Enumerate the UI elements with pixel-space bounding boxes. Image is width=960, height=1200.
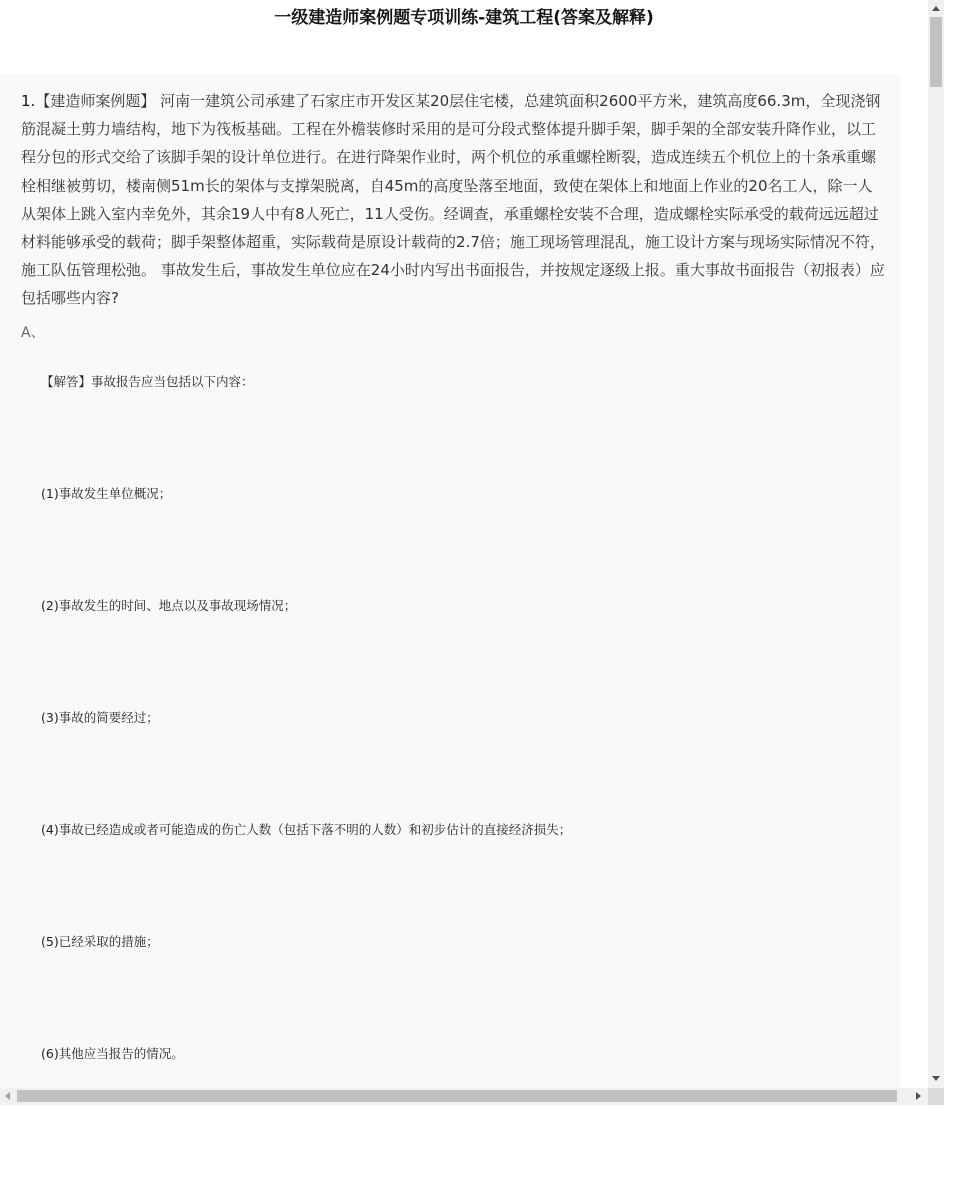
scroll-left-arrow-icon[interactable] (5, 1092, 10, 1100)
answer-item: (4)事故已经造成或者可能造成的伤亡人数（包括下落不明的人数）和初步估计的直接经济损失； (41, 822, 572, 837)
scroll-up-arrow-icon[interactable] (932, 6, 940, 11)
answer-item: (3)事故的简要经过； (41, 710, 159, 725)
question-body: 【建造师案例题】 河南一建筑公司承建了石家庄市开发区某20层住宅楼，总建筑面积2600平方米，建筑高度66.3m，全现浇钢筋混凝土剪力墙结构，地下为筏板基础。工程在外檐装修时采用的是可分段式整体提升脚手架，脚手架的全部安装升降作业，以工程分包的形式交给了该脚手架的设计单位进行。在进行降架作业时，两个机位的承重螺栓断裂，造成连续五个机位上的十条承重螺栓相继被剪切，楼南侧51m长的架体与支撑架脱离，自45m的高度坠落至地面，致使在架体上和地面上作业的20名工人，除一人从架体上跳入室内幸免外，其余19人中有8人死亡，11人受伤。经调查，承重螺栓安装不合理，造成螺栓实际承受的载荷远远超过材料能够承受的载荷；脚手架整体超重，实际载荷是原设计载荷的2.7倍；施工现场管理混乱，施工设计方案与现场实际情况不符，施工队伍管理松弛。 事故发生后，事故发生单位应在24小时内写出书面报告，并按规定逐级上报。重大事故书面报告（初报表）应包括哪些内容? (21, 92, 885, 308)
page-title: 一级建造师案例题专项训练-建筑工程(答案及解释) (274, 8, 654, 28)
answer-item: (2)事故发生的时间、地点以及事故现场情况； (41, 598, 297, 613)
scroll-right-arrow-icon[interactable] (916, 1092, 921, 1100)
answer-item: (5)已经采取的措施； (41, 934, 159, 949)
answer-intro: 【解答】事故报告应当包括以下内容： (41, 374, 254, 389)
horizontal-scroll-thumb[interactable] (17, 1090, 897, 1102)
vertical-scroll-thumb[interactable] (930, 17, 942, 87)
question-number: 1. (21, 92, 36, 110)
vertical-scrollbar[interactable] (928, 0, 944, 1088)
scrollbar-corner (928, 1088, 944, 1105)
horizontal-scrollbar[interactable] (0, 1088, 928, 1105)
question-text (21, 87, 885, 313)
answer-item: (6)其他应当报告的情况。 (41, 1046, 184, 1061)
answer-item: (1)事故发生单位概况； (41, 486, 172, 501)
scroll-down-arrow-icon[interactable] (932, 1076, 940, 1081)
option-a-label: A、 (21, 325, 45, 341)
